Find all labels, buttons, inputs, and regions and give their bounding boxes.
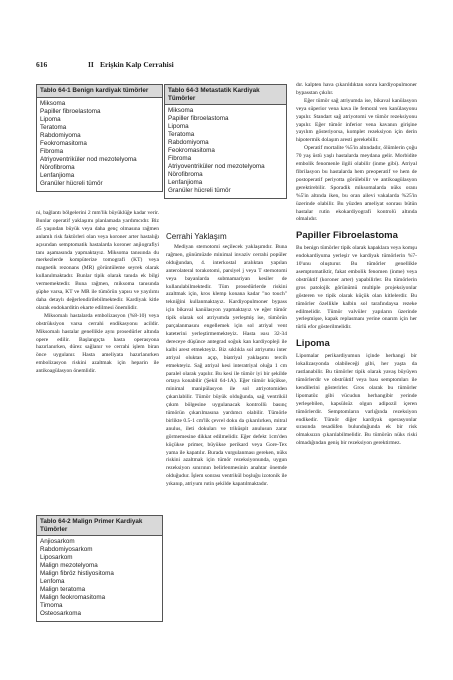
- table-title: Tablo 64-2 Malign Primer Kardiyak Tümörler: [37, 516, 162, 536]
- table-item: Nörofibroma: [168, 171, 203, 179]
- table-item: Malign fibröz histiyositoma: [40, 570, 114, 578]
- table-64-2: [36, 515, 163, 622]
- table-item: Timoma: [40, 602, 63, 610]
- table-item: Rabdomiyoma: [168, 139, 209, 147]
- table-item: Lenfoma: [40, 578, 65, 586]
- part-number: II: [88, 60, 94, 69]
- table-item: Anjiosarkom: [40, 538, 75, 546]
- table-list: [165, 105, 286, 198]
- section-heading-lipoma: Lipoma: [296, 338, 330, 350]
- table-item: Papiller fibroelastoma: [40, 107, 101, 115]
- column-1-text: [36, 210, 159, 510]
- table-item: Lipoma: [40, 115, 61, 123]
- papillary-text: [296, 245, 417, 332]
- table-title: Tablo 64-1 Benign kardiyak tümörler: [37, 85, 162, 98]
- table-title: Tablo 64-3 Metastatik Kardiyak Tümörler: [165, 85, 286, 105]
- column-3-text: [296, 82, 417, 224]
- table-64-3: [164, 84, 287, 199]
- table-item: Osteosarkoma: [40, 610, 81, 618]
- page-number: 616: [36, 60, 48, 69]
- paragraph: Eğer tümör sağ atriyumda ise, bikaval kanülasyon veya süperior vena kava ile femoral ven kanülasyonu yapılır. Standart sağ atriyotomi ve tümör rezeksiyonu yapılır. Eğer tümör inferior vena kavanın girişine yayılım gösteriyorsa, komplet rezeksiyon için derin hipotermik dolaşım aresti gerekebilir.: [296, 97, 417, 144]
- table-item: Lipoma: [168, 123, 189, 131]
- table-item: Papiller fibroelastoma: [168, 115, 229, 123]
- table-item: Lenfanjioma: [168, 179, 203, 187]
- table-item: Granüler hücreli tümör: [40, 179, 103, 187]
- paragraph: Miksomalı hastalarda embolizasyon (%8-10) veya obstrüksiyon varsa cerrahi endikasyonu acildir. Miksomalı hastalar genellikle aynı prosedürler altında opere edilir. Başlangıçta hasta operasyona hazırlanırken, dürez sağlanır ve cerrahi işlem biran önce uygulanır. Hasta ameliyata hazırlanırken embolizasyon riskini azaltmak için heparin ile antikoagülasyon önemlidir.: [36, 312, 159, 375]
- paragraph: Lipomalar perikardiyumun içinde herhangi bir lokalizasyonda olabileceği gibi, her yaşta da rastlanabilir. Bu tümörler tipik olarak yavaş büyüyen tümörlerdir ve obstrüktif veya bası semptomları ile kendilerini gösterirler. Gros olarak bu tümörler lipomatöz gibi vücudun herhangibir yerinde yerleşebilen, kapsülsüz olgun adipozil içeren tümörlerdir. Semptomların varlığında rezeksiyon endikedir. Tümör diğer kardiyak operasyonlar sırasında tesadüfen bulunduğunda ek bir risk olmaksızın çıkarılabilmelidir. Bu tümörün nüks riski olmadığından geniş bir rezeksiyon gerektirmez.: [296, 353, 417, 447]
- table-64-1: [36, 84, 163, 192]
- lipoma-text: [296, 353, 417, 448]
- column-2: [166, 232, 287, 647]
- table-item: Feokromasitoma: [168, 147, 215, 155]
- paragraph: Bu benign tümörler tipik olarak kapaklara veya komşu endokardiyuma yerleşir ve kardiyak tümörlerin %7-10'unu oluşturur. Bu tümörler genellikle asemptomatiktir, fakat embolik fenomen (inme) veya obstrüktif (koroner arter) yapabilirler. Bu tümörlerin gros patolojik görünümü multiple projeksiyonlar gösteren ve tipik olarak küçük olan kitlelerdir. Bu tümörler özellikle kalbin sol tarafındaysa rezeke edilmelidir. Tümör valvüler yapıların üzerinde yerleşmişse, kapak replasmanı yerine onarım için her türlü efor gösterilmelidir.: [296, 245, 417, 331]
- table-item: Miksoma: [40, 99, 66, 107]
- table-item: Teratoma: [40, 123, 67, 131]
- table-list: [37, 536, 162, 621]
- table-item: Malign mezotelyoma: [40, 562, 98, 570]
- table-item: Lenfanjioma: [40, 171, 75, 179]
- book-title: Erişkin Kalp Cerrahisi: [100, 60, 174, 69]
- table-item: Nörofibroma: [40, 163, 75, 171]
- table-item: Malign feokromasitoma: [40, 594, 106, 602]
- table-item: Rabdomiyoma: [40, 131, 81, 139]
- table-item: Fibroma: [40, 147, 64, 155]
- paragraph: Mediyan sternotomi seçilecek yaklaşımdır. Buna rağmen, günümüzde minimal invaziv cerrahi popüler olduğundan, 4. interkostal aralıktan yapılan anterolateral torakotomi, parsiyel j veya T sternotomi veya bayanlarda submamariyan kesiler de kullanılabilmektedir. Tüm prosedürlerde riskini azaltmak için, kros klemp konana kadar "no touch" tekniğini kullanmaktayız. Kardiyopulmoner bypass için bikaval kanülasyon yapmaktayız ve eğer tümör tipik olarak sol atriyumda yerleşmiş ise, tümörün parçalanmasını engellemek için sol atriyal vent kateterini yerleştirmemekteyiz. Hasta ısısı 32-34 dereceye düşünce antegrad soğuk kan kardiyopleji ile kalbi arest etmekteyiz. Biz sıklıkla sol atriyumu inter atriyal oluktan açıp, biatriyal yaklaşımı tercih etmekteyiz. Sağ atriyal kesi interatriyal oluğa 1 cm paralel olarak yapılır. Bu kesi ile tümör iyi bir şekilde ortaya konabilir (Şekil 64-1A). Eğer tümör küçükse, minimal manipülasyon ile sol atriyotomiden çıkarılabilir. Tümör büyük olduğunda, sağ ventrikül çıkım bölgesine uygulanacak kontrollü basınç tümörün çıkarılmasına yardımcı olabilir. Tümörle birlikte 0.5-1 cm'lik çevrel doku da çıkarılırken, mitral anulus, ileti dokuları ve triküspit anulusun zarar görmemesine dikkat edilmelidir. Eğer defekt 1cm'den küçükse primer, büyükse perikard veya Gore-Tex yama ile kapatılır. Burada vurgulanması gereken, nüks riskini azaltmak için tümör rezeksiyonunda, uygun rezeksiyon sınırının belirlenmesinin anahtar önemde olduğudur. İşlem sonrası ventrikül boşluğu izotonik ile yıkanıp, atriyum rutin şekilde kapatılmaktadır.: [166, 244, 287, 488]
- table-item: Liposarkom: [40, 554, 73, 562]
- table-item: Granüler hücreli tümör: [168, 187, 231, 195]
- table-item: Miksoma: [168, 107, 194, 115]
- table-item: Fibroma: [168, 155, 192, 163]
- table-item: Malign teratoma: [40, 586, 86, 594]
- section-heading-surgery: Cerrahi Yaklaşım: [166, 232, 227, 241]
- table-item: Feokromasitoma: [40, 139, 87, 147]
- table-item: Rabdomiyosarkom: [40, 546, 93, 554]
- table-item: Atriyoventriküler nod mezotelyoma: [40, 155, 137, 163]
- section-heading-papillary: Papiller Fibroelastoma: [296, 230, 398, 242]
- column-3: [296, 82, 417, 657]
- table-item: Teratoma: [168, 131, 195, 139]
- paragraph: dır. kalpten hava çıkarıldıktan sonra kardiyopulmoner bypasstan çıkılır.: [296, 82, 417, 96]
- paragraph: ni, bağlantı bölgelerini 2 mm'lik büyüklüğe kadar verir. Bunlar operatif yaklaşımı planlamada yardımcıdır. Biz 45 yaşından büyük veya daha genç olmasına rağmen anlamlı risk faktörleri olan veya koroner arter hastalığı açısından semptomatik hastalarda koroner anjiografiyi tanı aşamasında yapmaktayız. Miksoma tanısında du merkezlerde kompüterize tomografi (KT) veya magnetik rezonans (MR) görüntüleme seyrek olarak kullanılmaktadır. Bunlar tipik olarak tanıda ek bilgi vermemektedir. Buna rağmen, miksoma tanısında şüphe varsa, KT ve MR ile tümörün yapısı ve yayılımı daha detaylı değerlendirilebilmektedir. Kardiyak kitle olarak endokarditin ekarte edilmesi önemlidir.: [36, 210, 159, 311]
- paragraph: Operatif mortalite %5'in altındadır, ölümlerin çoğu 70 yaş üstü yaşlı hastalarda meydana gelir. Morbidite embolik fenomenle ilgili olabilir (inme gibi). Atriyal fibrilasyon bu hastalarda hem preoperatif ve hem de postoperatif periyotta görülebilir ve antikoagülasyon gerektirebilir. Sporadik miksomalarda nüks oranı %5'in altında iken, bu oran ailevi vakalarda %25'in üzerinde olabilir. Bu yüzden ameliyat sonrası bütün hastalar rutin ekokardiyografi kontrolü altında olmalıdır.: [296, 145, 417, 223]
- table-item: Atriyoventriküler nod mezotelyoma: [168, 163, 265, 171]
- column-2-text: [166, 244, 287, 489]
- table-list: [37, 98, 162, 191]
